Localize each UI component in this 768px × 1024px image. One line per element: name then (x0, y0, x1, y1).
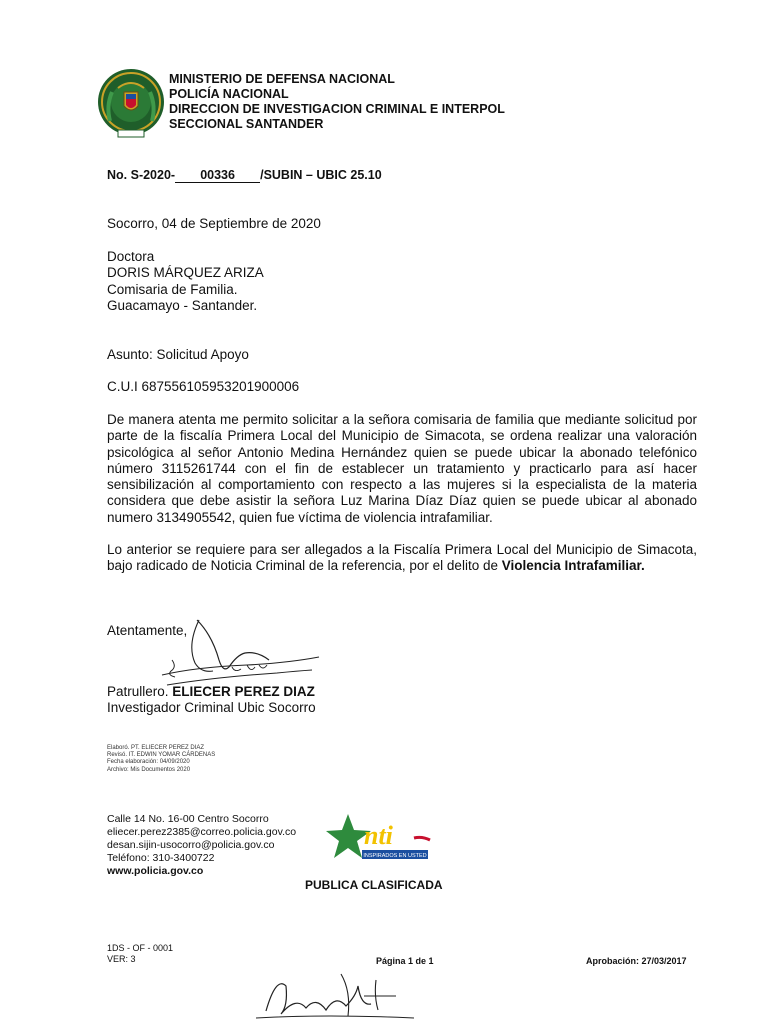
contact-website: www.policia.gov.co (107, 865, 204, 877)
recipient-block (107, 249, 264, 314)
cui-line: C.U.I 687556105953201900006 (107, 379, 300, 394)
contact-phone: Teléfono: 310-3400722 (107, 852, 215, 864)
header-line-section: SECCIONAL SANTANDER (169, 117, 324, 131)
admin-note: Fecha elaboración: 04/09/2020 (107, 759, 190, 766)
signer-role: Investigador Criminal Ubic Socorro (107, 700, 316, 716)
date-line: Socorro, 04 de Septiembre de 2020 (107, 216, 321, 231)
logo-tagline: INSPIRADOS EN USTED (363, 853, 427, 859)
recipient-place: Guacamayo - Santander. (107, 297, 258, 313)
document-number-value: 00336 (175, 169, 260, 183)
signer-name: ELIECER PEREZ DIAZ (172, 684, 315, 699)
contact-email-2: desan.sijin-usocorro@policia.gov.co (107, 839, 275, 851)
footer-code: 1DS - OF - 0001 (107, 943, 174, 953)
admin-note: Archivo: Mis Documentos 2020 (107, 766, 191, 773)
logo-text: nti (364, 821, 393, 850)
recipient-name: DORIS MÁRQUEZ ARIZA (107, 265, 264, 281)
institution-header (169, 72, 505, 132)
header-line-directorate: DIRECCION DE INVESTIGACION CRIMINAL E INTERPOL (169, 102, 505, 116)
document-number-prefix: No. S-2020- (107, 168, 176, 182)
contact-block (107, 813, 296, 878)
document-number (107, 168, 382, 183)
admin-note: Revisó. IT. EDWIN YOMAR CÁRDENAS (107, 752, 216, 759)
classification-label: PUBLICA CLASIFICADA (305, 878, 443, 892)
footer-code-block (107, 943, 173, 965)
body-paragraph-1: De manera atenta me permito solicitar a la señora comisaria de familia que mediante solicitud por parte de la fiscalía Primera Local del Municipio de Simacota, se ordena realizar una valoración psicológica al señor Antonio Medina Hernández quien se puede ubicar la abonado telefónico número 3115261744 con el fin de establecer un tratamiento y practicarlo para así hacer sensibilización al comportamiento con respecto a las mujeres si la especialista de la materia considera que debe asistir la señora Luz Marina Díaz Díaz quien se puede ubicar al abonado numero 3134905542, quien fue víctima de violencia intrafamiliar. (107, 412, 697, 525)
admin-note: Elaboró. PT. ELIECER PEREZ DIAZ (107, 745, 205, 751)
body-paragraph-2 (107, 542, 697, 575)
recipient-title: Doctora (107, 249, 155, 264)
contact-email-1: eliecer.perez2385@correo.policia.gov.co (107, 826, 297, 838)
footer-approval: Aprobación: 27/03/2017 (586, 956, 687, 966)
contact-address: Calle 14 No. 16-00 Centro Socorro (107, 813, 269, 825)
header-line-police: POLICÍA NACIONAL (169, 87, 289, 101)
recipient-office: Comisaria de Familia. (107, 281, 238, 297)
paragraph-2-text: Lo anterior se requiere para ser allegados a la Fiscalía Primera Local del Municipio de Simacota, bajo radicado de Noticia Criminal de la referencia, por el delito de (107, 542, 697, 574)
paragraph-2-crime: Violencia Intrafamiliar. (501, 558, 645, 574)
admin-notes (107, 745, 215, 774)
footer-version: VER: 3 (107, 954, 136, 964)
document-number-suffix: /SUBIN – UBIC 25.10 (260, 168, 382, 182)
subject-line: Asunto: Solicitud Apoyo (107, 347, 249, 362)
header-line-ministry: MINISTERIO DE DEFENSA NACIONAL (169, 72, 395, 86)
closing: Atentamente, (107, 623, 188, 638)
police-seal-logo (96, 66, 166, 142)
bottom-handwritten-signature (246, 966, 416, 1024)
footer-page: Página 1 de 1 (376, 956, 434, 966)
signer-rank: Patrullero. (107, 684, 169, 699)
nti-campaign-logo (326, 810, 432, 870)
signer-block (107, 684, 316, 717)
